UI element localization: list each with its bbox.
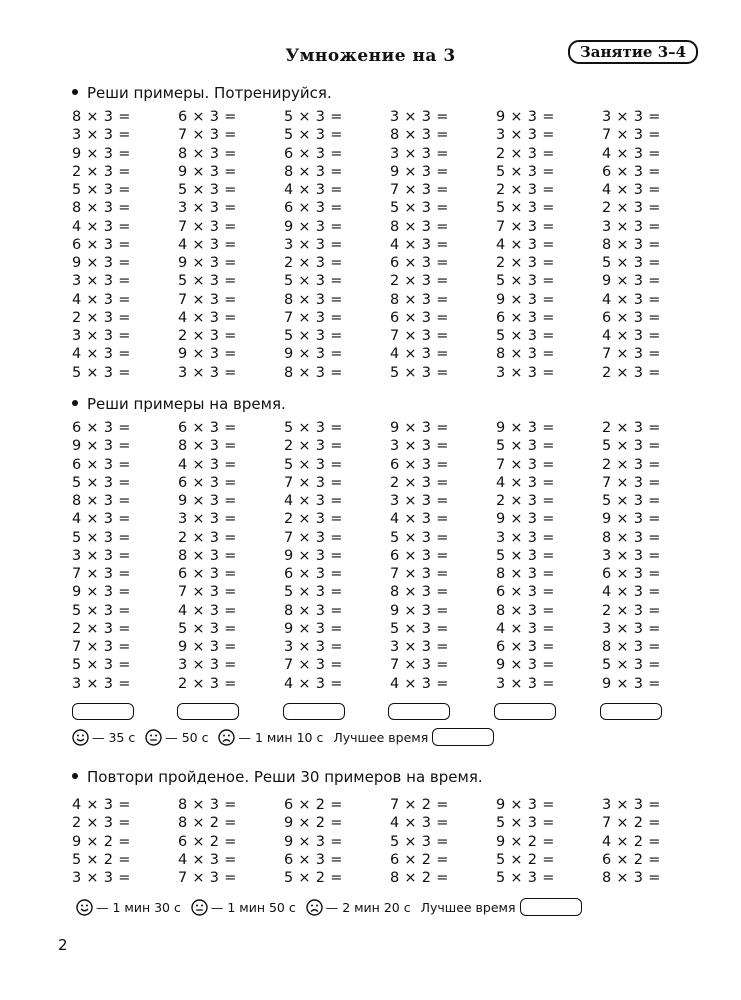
example-cell: 3 × 3 = xyxy=(602,797,661,813)
example-cell: 7 × 3 = xyxy=(284,309,343,326)
example-cell: 2 × 3 = xyxy=(390,273,449,290)
example-cell: 6 × 2 = xyxy=(284,797,343,813)
example-cell: 7 × 3 = xyxy=(178,218,237,235)
example-row xyxy=(72,236,712,254)
example-cell: 3 × 3 = xyxy=(178,511,237,528)
best-time-box[interactable] xyxy=(520,898,582,916)
example-cell: 4 × 3 = xyxy=(602,182,661,198)
example-cell: 9 × 3 = xyxy=(602,273,661,290)
example-cell: 6 × 3 = xyxy=(496,639,555,655)
example-cell: 4 × 3 = xyxy=(602,145,661,162)
example-cell: 6 × 2 = xyxy=(178,833,237,850)
example-cell: 3 × 3 = xyxy=(390,438,449,455)
example-cell: 5 × 3 = xyxy=(178,273,237,290)
example-row xyxy=(72,327,712,345)
example-cell: 8 × 3 = xyxy=(178,547,237,564)
example-cell: 9 × 3 = xyxy=(72,255,131,271)
example-cell: 5 × 3 = xyxy=(390,200,449,217)
example-cell: 2 × 3 = xyxy=(390,474,449,491)
example-row xyxy=(72,675,712,693)
example-cell: 2 × 3 = xyxy=(602,602,661,619)
example-cell: 7 × 3 = xyxy=(602,127,661,144)
example-cell: 8 × 3 = xyxy=(602,236,661,253)
example-cell: 8 × 3 = xyxy=(284,602,343,619)
page-number: 2 xyxy=(58,936,68,954)
example-row xyxy=(72,108,712,126)
example-cell: 9 × 3 = xyxy=(72,145,131,162)
example-cell: 6 × 3 = xyxy=(178,566,237,582)
example-cell: 6 × 3 = xyxy=(284,145,343,162)
example-cell: 5 × 3 = xyxy=(284,456,343,473)
example-cell: 7 × 3 = xyxy=(390,182,449,198)
example-cell: 6 × 3 = xyxy=(390,547,449,564)
example-cell: 5 × 3 = xyxy=(390,529,449,546)
example-cell: 3 × 3 = xyxy=(72,675,131,692)
example-cell: 6 × 3 = xyxy=(72,236,131,253)
example-row xyxy=(72,163,712,181)
example-cell: 8 × 3 = xyxy=(602,529,661,546)
example-cell: 5 × 3 = xyxy=(496,273,555,290)
example-cell: 7 × 3 = xyxy=(390,657,449,674)
example-cell: 5 × 3 = xyxy=(72,364,131,381)
example-cell: 6 × 3 = xyxy=(390,255,449,271)
example-cell: 4 × 3 = xyxy=(390,675,449,692)
example-cell: 5 × 3 = xyxy=(602,657,661,674)
section3-timing xyxy=(76,898,582,916)
example-row xyxy=(72,419,712,437)
example-row xyxy=(72,638,712,656)
example-cell: 6 × 3 = xyxy=(178,420,237,436)
example-cell: 5 × 3 = xyxy=(602,255,661,271)
example-cell: 8 × 3 = xyxy=(284,163,343,180)
example-cell: 4 × 3 = xyxy=(72,218,131,235)
example-cell: 9 × 3 = xyxy=(390,602,449,619)
example-cell: 8 × 3 = xyxy=(496,602,555,619)
example-cell: 6 × 3 = xyxy=(390,309,449,326)
example-row xyxy=(72,272,712,290)
example-cell: 7 × 3 = xyxy=(284,657,343,674)
example-cell: 4 × 3 = xyxy=(602,584,661,601)
example-cell: 8 × 3 = xyxy=(390,291,449,308)
example-cell: 9 × 3 = xyxy=(496,511,555,528)
example-cell: 5 × 3 = xyxy=(390,833,449,850)
example-cell: 6 × 3 = xyxy=(602,566,661,582)
section1-instruction xyxy=(72,84,332,102)
example-cell: 5 × 3 = xyxy=(496,438,555,455)
bullet-icon xyxy=(72,400,78,406)
example-row xyxy=(72,510,712,528)
example-cell: 2 × 3 = xyxy=(284,438,343,455)
example-cell: 8 × 3 = xyxy=(284,364,343,381)
example-cell: 4 × 3 = xyxy=(178,456,237,473)
example-cell: 9 × 2 = xyxy=(496,833,555,850)
example-cell: 7 × 3 = xyxy=(496,218,555,235)
example-cell: 2 × 3 = xyxy=(284,255,343,271)
example-cell: 9 × 3 = xyxy=(496,797,555,813)
example-cell: 3 × 3 = xyxy=(496,364,555,381)
example-cell: 9 × 3 = xyxy=(284,547,343,564)
neutral-face-icon xyxy=(145,729,162,746)
example-cell: 8 × 3 = xyxy=(178,797,237,813)
example-cell: 4 × 3 = xyxy=(390,815,449,832)
example-cell: 3 × 3 = xyxy=(390,145,449,162)
example-row xyxy=(72,547,712,565)
example-cell: 2 × 3 = xyxy=(72,309,131,326)
example-cell: 3 × 3 = xyxy=(72,547,131,564)
example-cell: 5 × 3 = xyxy=(496,328,555,344)
example-cell: 5 × 3 = xyxy=(496,870,555,886)
example-cell: 5 × 3 = xyxy=(602,438,661,455)
example-cell: 9 × 3 = xyxy=(602,511,661,528)
best-time-label: Лучшее время xyxy=(333,729,429,745)
example-cell: 2 × 3 = xyxy=(72,163,131,180)
example-cell: 4 × 3 = xyxy=(178,236,237,253)
example-cell: 2 × 3 = xyxy=(496,255,555,271)
page-title: Умножение на 3 xyxy=(285,46,456,66)
example-cell: 3 × 3 = xyxy=(496,127,555,144)
example-cell: 4 × 3 = xyxy=(390,511,449,528)
example-cell: 7 × 3 = xyxy=(390,566,449,582)
example-row xyxy=(72,291,712,309)
example-cell: 7 × 3 = xyxy=(284,474,343,491)
example-row xyxy=(72,126,712,144)
sad-time: — 2 мин 20 с xyxy=(325,899,411,915)
example-cell: 4 × 3 = xyxy=(284,182,343,198)
example-cell: 8 × 3 = xyxy=(496,566,555,582)
example-cell: 5 × 2 = xyxy=(72,851,131,868)
example-cell: 2 × 3 = xyxy=(496,182,555,198)
example-cell: 2 × 3 = xyxy=(496,145,555,162)
example-cell: 7 × 3 = xyxy=(72,566,131,582)
example-cell: 6 × 3 = xyxy=(72,456,131,473)
example-cell: 6 × 3 = xyxy=(284,200,343,217)
example-cell: 5 × 2 = xyxy=(496,851,555,868)
example-cell: 3 × 3 = xyxy=(72,273,131,290)
section2-timing xyxy=(72,728,494,746)
example-cell: 4 × 3 = xyxy=(72,511,131,528)
time-answer-box[interactable] xyxy=(283,703,345,720)
example-cell: 6 × 3 = xyxy=(178,109,237,125)
happy-face-icon xyxy=(76,899,93,916)
example-cell: 9 × 3 = xyxy=(496,291,555,308)
example-cell: 8 × 3 = xyxy=(496,346,555,363)
example-cell: 3 × 3 = xyxy=(178,200,237,217)
example-cell: 9 × 3 = xyxy=(178,163,237,180)
example-cell: 6 × 3 = xyxy=(602,309,661,326)
example-cell: 3 × 3 = xyxy=(602,620,661,637)
neutral-time: — 1 мин 50 с xyxy=(210,899,296,915)
example-cell: 6 × 3 = xyxy=(496,309,555,326)
example-cell: 9 × 3 = xyxy=(178,493,237,509)
time-answer-box[interactable] xyxy=(177,703,239,720)
example-cell: 3 × 3 = xyxy=(602,547,661,564)
time-answer-box[interactable] xyxy=(388,703,450,720)
section3-instruction xyxy=(72,768,483,786)
example-cell: 8 × 3 = xyxy=(602,639,661,655)
example-row xyxy=(72,254,712,272)
example-cell: 5 × 3 = xyxy=(284,109,343,125)
example-cell: 3 × 3 = xyxy=(390,639,449,655)
example-row xyxy=(72,218,712,236)
time-answer-box[interactable] xyxy=(72,703,134,720)
example-cell: 3 × 3 = xyxy=(72,328,131,344)
example-cell: 2 × 3 = xyxy=(72,620,131,637)
example-cell: 3 × 3 = xyxy=(284,236,343,253)
example-cell: 5 × 3 = xyxy=(390,620,449,637)
example-row xyxy=(72,656,712,674)
example-cell: 8 × 2 = xyxy=(390,870,449,886)
time-answer-box[interactable] xyxy=(494,703,556,720)
example-cell: 3 × 3 = xyxy=(72,870,131,886)
example-cell: 7 × 2 = xyxy=(602,815,661,832)
example-cell: 8 × 3 = xyxy=(602,870,661,886)
bullet-icon xyxy=(72,773,78,779)
example-cell: 2 × 3 = xyxy=(72,815,131,832)
example-cell: 5 × 3 = xyxy=(284,584,343,601)
section1-instruction-text: Реши примеры. Потренируйся. xyxy=(87,84,332,102)
example-cell: 3 × 3 = xyxy=(602,109,661,125)
example-cell: 3 × 3 = xyxy=(496,675,555,692)
example-cell: 6 × 3 = xyxy=(284,851,343,868)
example-cell: 4 × 3 = xyxy=(284,493,343,509)
example-row xyxy=(72,309,712,327)
example-cell: 2 × 3 = xyxy=(178,328,237,344)
example-cell: 8 × 2 = xyxy=(178,815,237,832)
best-time-box[interactable] xyxy=(432,728,494,746)
time-answer-box[interactable] xyxy=(600,703,662,720)
example-cell: 8 × 3 = xyxy=(72,200,131,217)
example-cell: 7 × 3 = xyxy=(178,584,237,601)
example-cell: 4 × 3 = xyxy=(178,851,237,868)
example-cell: 9 × 3 = xyxy=(602,675,661,692)
example-cell: 5 × 3 = xyxy=(178,620,237,637)
example-row xyxy=(72,474,712,492)
example-row xyxy=(72,437,712,455)
example-cell: 4 × 3 = xyxy=(602,328,661,344)
example-cell: 9 × 3 = xyxy=(178,346,237,363)
example-cell: 6 × 3 = xyxy=(72,420,131,436)
example-cell: 9 × 3 = xyxy=(178,255,237,271)
example-cell: 3 × 3 = xyxy=(602,218,661,235)
example-cell: 9 × 2 = xyxy=(284,815,343,832)
section3-instruction-text: Повтори пройденое. Реши 30 примеров на время. xyxy=(87,768,483,786)
example-cell: 5 × 3 = xyxy=(496,815,555,832)
example-cell: 9 × 2 = xyxy=(72,833,131,850)
example-cell: 5 × 3 = xyxy=(390,364,449,381)
example-cell: 6 × 3 = xyxy=(602,163,661,180)
example-cell: 9 × 3 = xyxy=(72,584,131,601)
example-cell: 3 × 3 = xyxy=(390,493,449,509)
example-cell: 8 × 3 = xyxy=(72,493,131,509)
example-cell: 5 × 3 = xyxy=(284,273,343,290)
example-cell: 5 × 3 = xyxy=(284,328,343,344)
example-cell: 2 × 3 = xyxy=(178,675,237,692)
example-cell: 4 × 3 = xyxy=(284,675,343,692)
example-cell: 5 × 3 = xyxy=(284,127,343,144)
bullet-icon xyxy=(72,89,78,95)
example-cell: 5 × 3 = xyxy=(72,657,131,674)
example-cell: 6 × 3 = xyxy=(390,456,449,473)
section2-instruction-text: Реши примеры на время. xyxy=(87,395,286,413)
example-cell: 3 × 3 = xyxy=(496,529,555,546)
example-cell: 9 × 3 = xyxy=(496,420,555,436)
example-cell: 9 × 3 = xyxy=(496,109,555,125)
example-cell: 5 × 3 = xyxy=(602,493,661,509)
example-cell: 6 × 3 = xyxy=(284,566,343,582)
example-cell: 4 × 3 = xyxy=(496,474,555,491)
neutral-time: — 50 с xyxy=(165,729,209,745)
example-row xyxy=(72,583,712,601)
example-cell: 9 × 3 = xyxy=(390,163,449,180)
example-cell: 4 × 3 = xyxy=(496,236,555,253)
example-cell: 7 × 3 = xyxy=(178,127,237,144)
example-cell: 5 × 2 = xyxy=(284,870,343,886)
example-cell: 2 × 3 = xyxy=(602,364,661,381)
example-cell: 5 × 3 = xyxy=(496,200,555,217)
example-cell: 8 × 3 = xyxy=(390,584,449,601)
example-cell: 4 × 3 = xyxy=(72,797,131,813)
example-cell: 4 × 3 = xyxy=(390,236,449,253)
example-cell: 7 × 3 = xyxy=(178,870,237,886)
example-cell: 7 × 3 = xyxy=(602,346,661,363)
example-row xyxy=(72,851,712,869)
example-row xyxy=(72,565,712,583)
example-cell: 8 × 3 = xyxy=(390,127,449,144)
example-cell: 2 × 3 = xyxy=(602,456,661,473)
lesson-badge: Занятие 3–4 xyxy=(568,40,698,64)
example-row xyxy=(72,529,712,547)
section2-instruction xyxy=(72,395,286,413)
example-cell: 9 × 3 = xyxy=(284,346,343,363)
sad-face-icon xyxy=(218,729,235,746)
example-cell: 4 × 2 = xyxy=(602,833,661,850)
example-row xyxy=(72,833,712,851)
example-row xyxy=(72,814,712,832)
example-cell: 8 × 3 = xyxy=(178,145,237,162)
example-row xyxy=(72,796,712,814)
example-cell: 7 × 2 = xyxy=(390,797,449,813)
example-cell: 9 × 3 = xyxy=(496,657,555,674)
example-cell: 5 × 3 = xyxy=(72,529,131,546)
example-row xyxy=(72,145,712,163)
example-cell: 7 × 3 = xyxy=(72,639,131,655)
example-cell: 9 × 3 = xyxy=(284,620,343,637)
example-cell: 3 × 3 = xyxy=(284,639,343,655)
example-cell: 5 × 3 = xyxy=(72,474,131,491)
example-cell: 7 × 3 = xyxy=(284,529,343,546)
example-cell: 5 × 3 = xyxy=(496,163,555,180)
example-cell: 2 × 3 = xyxy=(496,493,555,509)
example-cell: 6 × 3 = xyxy=(496,584,555,601)
example-cell: 2 × 3 = xyxy=(284,511,343,528)
example-cell: 4 × 3 = xyxy=(72,346,131,363)
example-row xyxy=(72,456,712,474)
example-cell: 3 × 3 = xyxy=(72,127,131,144)
example-cell: 9 × 3 = xyxy=(284,218,343,235)
example-cell: 6 × 2 = xyxy=(390,851,449,868)
example-cell: 5 × 3 = xyxy=(72,602,131,619)
example-cell: 3 × 3 = xyxy=(178,364,237,381)
sad-face-icon xyxy=(306,899,323,916)
example-row xyxy=(72,492,712,510)
example-cell: 7 × 3 = xyxy=(496,456,555,473)
example-cell: 3 × 3 = xyxy=(390,109,449,125)
happy-time: — 35 с xyxy=(92,729,136,745)
example-cell: 6 × 3 = xyxy=(178,474,237,491)
example-row xyxy=(72,181,712,199)
example-cell: 2 × 3 = xyxy=(178,529,237,546)
example-cell: 8 × 3 = xyxy=(178,438,237,455)
example-cell: 2 × 3 = xyxy=(602,420,661,436)
sad-time: — 1 мин 10 с xyxy=(238,729,324,745)
example-cell: 4 × 3 = xyxy=(602,291,661,308)
example-cell: 5 × 3 = xyxy=(284,420,343,436)
example-cell: 4 × 3 = xyxy=(390,346,449,363)
example-row xyxy=(72,602,712,620)
example-cell: 5 × 3 = xyxy=(178,182,237,198)
happy-time: — 1 мин 30 с xyxy=(96,899,181,915)
example-cell: 9 × 3 = xyxy=(390,420,449,436)
example-cell: 7 × 3 = xyxy=(178,291,237,308)
neutral-face-icon xyxy=(191,899,208,916)
example-row xyxy=(72,620,712,638)
example-cell: 9 × 3 = xyxy=(284,833,343,850)
example-cell: 7 × 3 = xyxy=(390,328,449,344)
happy-face-icon xyxy=(72,729,89,746)
example-row xyxy=(72,364,712,382)
example-row xyxy=(72,345,712,363)
example-cell: 6 × 2 = xyxy=(602,851,661,868)
example-row xyxy=(72,199,712,217)
example-cell: 3 × 3 = xyxy=(178,657,237,674)
example-cell: 9 × 3 = xyxy=(72,438,131,455)
example-cell: 8 × 3 = xyxy=(284,291,343,308)
example-cell: 5 × 3 = xyxy=(72,182,131,198)
example-cell: 2 × 3 = xyxy=(602,200,661,217)
example-cell: 4 × 3 = xyxy=(178,309,237,326)
example-row xyxy=(72,869,712,887)
example-cell: 4 × 3 = xyxy=(496,620,555,637)
example-cell: 8 × 3 = xyxy=(72,109,131,125)
example-cell: 9 × 3 = xyxy=(178,639,237,655)
example-cell: 4 × 3 = xyxy=(72,291,131,308)
example-cell: 7 × 3 = xyxy=(602,474,661,491)
example-cell: 5 × 3 = xyxy=(496,547,555,564)
example-cell: 8 × 3 = xyxy=(390,218,449,235)
example-cell: 4 × 3 = xyxy=(178,602,237,619)
best-time-label: Лучшее время xyxy=(420,899,516,915)
